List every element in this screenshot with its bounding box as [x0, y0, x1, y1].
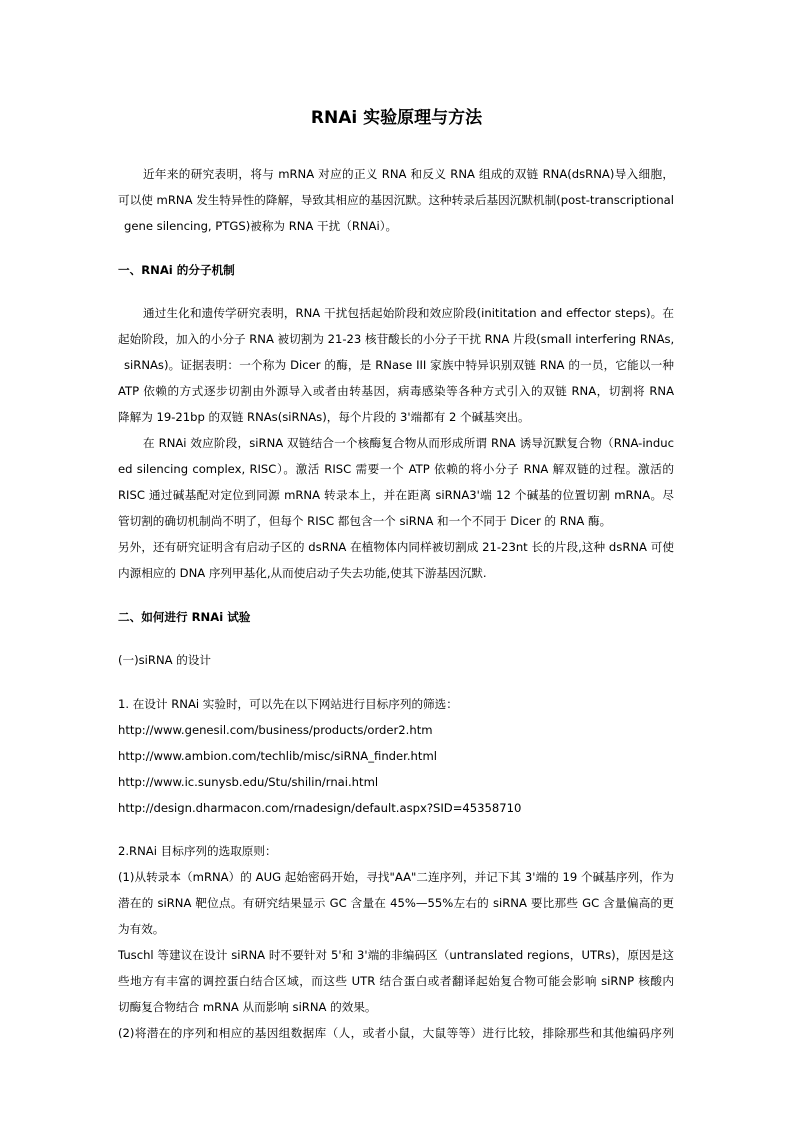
s1-p3-line-1: 另外，还有研究证明含有启动子区的 dsRNA 在植物体内同样被切割成 21-23nt 长的片段,这种 dsRNA 可使	[118, 540, 674, 554]
page-title: RNAi 实验原理与方法	[310, 108, 483, 128]
s1-p2-line-3: RISC 通过碱基配对定位到同源 mRNA 转录本上，并在距离 siRNA3'端 12 个碱基的位置切割 mRNA。尽	[118, 488, 674, 502]
intro-line-3: gene silencing, PTGS)被称为 RNA 干扰（RNAi）。	[124, 219, 398, 233]
url-link-2[interactable]: http://www.ambion.com/techlib/misc/siRNA_finder.html	[118, 749, 437, 763]
url-link-1[interactable]: http://www.genesil.com/business/products/order2.htm	[118, 723, 433, 737]
url-link-4[interactable]: http://design.dharmacon.com/rnadesign/default.aspx?SID=45358710	[118, 801, 522, 815]
rule1-line-1: (1)从转录本（mRNA）的 AUG 起始密码开始，寻找"AA"二连序列，并记下其 3'端的 19 个碱基序列，作为	[118, 870, 674, 884]
s1-p2-line-2: ed silencing complex, RISC）。激活 RISC 需要一个 ATP 依赖的将小分子 RNA 解双链的过程。激活的	[118, 462, 674, 476]
subheading-sirna-design: (一)siRNA 的设计	[118, 653, 212, 667]
step-2: 2.RNAi 目标序列的选取原则：	[118, 844, 277, 858]
s1-p1-line-2: 起始阶段，加入的小分子 RNA 被切割为 21-23 核苷酸长的小分子干扰 RNA 片段(small interfering RNAs,	[118, 332, 675, 346]
rule1-line-3: 为有效。	[118, 922, 165, 936]
tuschl-line-2: 些地方有丰富的调控蛋白结合区域，而这些 UTR 结合蛋白或者翻译起始复合物可能会影响 siRNP 核酸内	[118, 974, 674, 988]
url-link-3[interactable]: http://www.ic.sunysb.edu/Stu/shilin/rnai.html	[118, 775, 379, 789]
s1-p1-line-3: siRNAs)。证据表明：一个称为 Dicer 的酶，是 RNase III 家族中特异识别双链 RNA 的一员，它能以一种	[124, 358, 674, 372]
tuschl-line-3: 切酶复合物结合 mRNA 从而影响 siRNA 的效果。	[118, 1000, 377, 1014]
rule2-line-1: (2)将潜在的序列和相应的基因组数据库（人，或者小鼠，大鼠等等）进行比较，排除那些和其他编码序列	[118, 1026, 674, 1040]
s1-p1-line-4: ATP 依赖的方式逐步切割由外源导入或者由转基因，病毒感染等各种方式引入的双链 RNA，切割将 RNA	[118, 384, 674, 398]
s1-p1-line-5: 降解为 19-21bp 的双链 RNAs(siRNAs)，每个片段的 3'端都有 2 个碱基突出。	[118, 410, 530, 424]
s1-p3-line-2: 内源相应的 DNA 序列甲基化,从而使启动子失去功能,使其下游基因沉默.	[118, 566, 487, 580]
intro-line-1: 近年来的研究表明，将与 mRNA 对应的正义 RNA 和反义 RNA 组成的双链 RNA(dsRNA)导入细胞，	[143, 167, 674, 181]
section-heading-1: 一、RNAi 的分子机制	[118, 263, 235, 277]
s1-p2-line-1: 在 RNAi 效应阶段，siRNA 双链结合一个核酶复合物从而形成所谓 RNA 诱导沉默复合物（RNA-induc	[143, 436, 674, 450]
rule1-line-2: 潜在的 siRNA 靶位点。有研究结果显示 GC 含量在 45%—55%左右的 siRNA 要比那些 GC 含量偏高的更	[118, 896, 674, 910]
tuschl-line-1: Tuschl 等建议在设计 siRNA 时不要针对 5'和 3'端的非编码区（untranslated regions，UTRs)，原因是这	[118, 948, 674, 962]
section-heading-2: 二、如何进行 RNAi 试验	[118, 610, 251, 624]
intro-line-2: 可以使 mRNA 发生特异性的降解，导致其相应的基因沉默。这种转录后基因沉默机制(post-transcriptional	[118, 193, 674, 207]
s1-p2-line-4: 管切割的确切机制尚不明了，但每个 RISC 都包含一个 siRNA 和一个不同于 Dicer 的 RNA 酶。	[118, 514, 612, 528]
s1-p1-line-1: 通过生化和遗传学研究表明，RNA 干扰包括起始阶段和效应阶段(inititation and effector steps)。在	[143, 306, 674, 320]
step-1: 1. 在设计 RNAi 实验时，可以先在以下网站进行目标序列的筛选：	[118, 697, 458, 711]
